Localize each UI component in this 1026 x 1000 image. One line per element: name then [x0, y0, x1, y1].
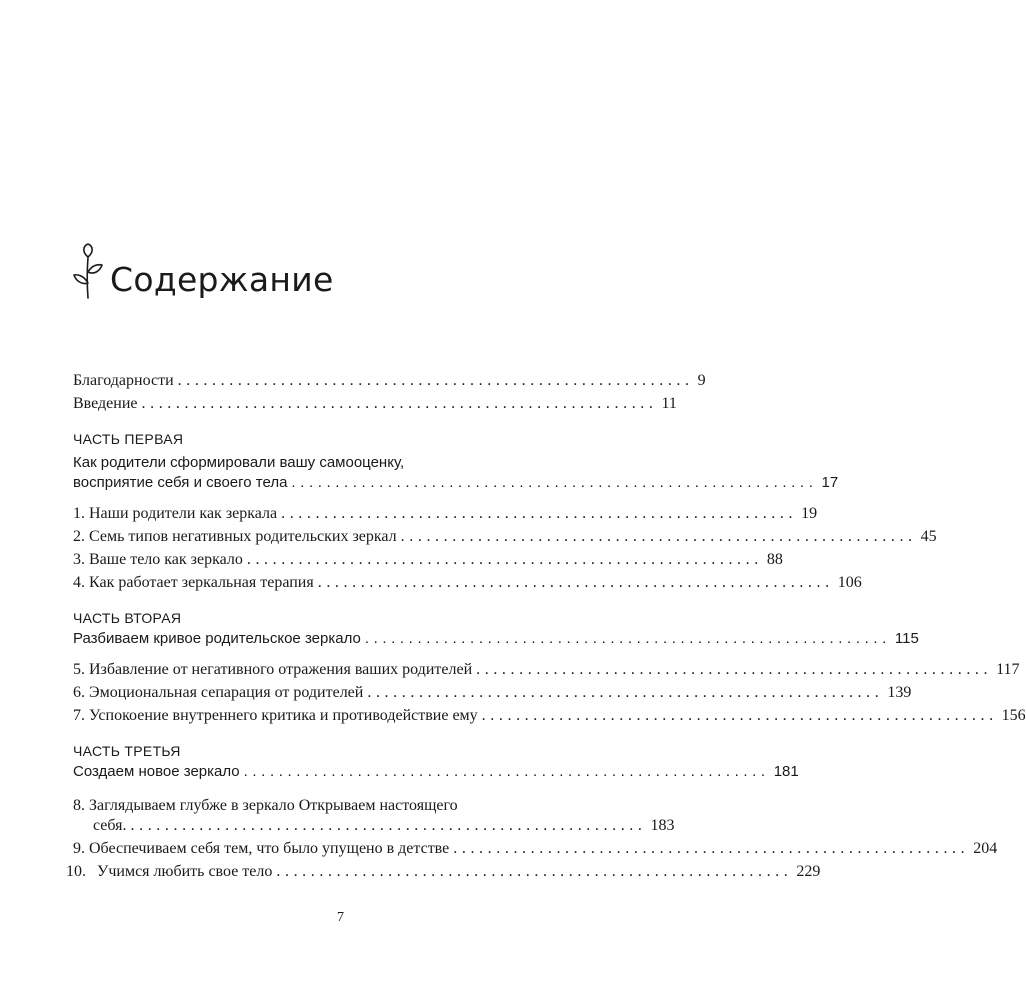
dot-leader: ............................................................: [317, 574, 834, 591]
chapter-title: Заглядываем глубже в зеркало Открываем настоящего: [89, 797, 458, 814]
dot-leader: ............................................................: [276, 863, 793, 880]
toc-entry-part-2[interactable]: [73, 630, 919, 653]
dot-leader: ............................................................: [281, 505, 798, 522]
part-label: ЧАСТЬ ПЕРВАЯ: [73, 431, 184, 447]
chapter-number: 7.: [73, 707, 85, 724]
toc-entry-label: Благодарности: [73, 372, 174, 389]
toc-entry-page: 45: [920, 528, 937, 545]
chapter-number: 6.: [73, 684, 85, 701]
dot-leader: ............................................................: [367, 684, 884, 701]
dot-leader: ............................................................: [476, 661, 993, 678]
chapter-title: Успокоение внутреннего критика и противодействие ему: [89, 707, 478, 724]
toc-entry-part-1[interactable]: [73, 474, 839, 497]
chapter-number: 2.: [73, 528, 85, 545]
toc-entry-page: 139: [887, 684, 912, 701]
toc-entry-page: 229: [796, 863, 821, 880]
dot-leader: ............................................................: [141, 395, 658, 412]
toc-entry-acknowledgments[interactable]: [73, 372, 706, 395]
toc-entry-part-3[interactable]: [73, 763, 799, 786]
leaf-sprig-icon: [72, 243, 104, 299]
toc-entry-chapter-2[interactable]: [73, 528, 937, 551]
toc-entry-chapter-10[interactable]: [66, 863, 821, 886]
toc-entry-page: 9: [697, 372, 706, 389]
toc-entry-chapter-6[interactable]: [73, 684, 912, 707]
chapter-title: Как работает зеркальная терапия: [89, 574, 314, 591]
toc-entry-page: 115: [894, 630, 919, 647]
dot-leader: ............................................................: [130, 817, 647, 834]
toc-entry-page: 106: [837, 574, 862, 591]
chapter-title: Эмоциональная сепарация от родителей: [89, 684, 364, 701]
part-title-line: восприятие себя и своего тела: [73, 474, 288, 491]
toc-entry-chapter-8[interactable]: [73, 817, 675, 840]
dot-leader: ............................................................: [364, 630, 891, 647]
chapter-title: Избавление от негативного отражения ваших родителей: [89, 661, 473, 678]
toc-entry-chapter-5[interactable]: [73, 661, 1020, 684]
toc-entry-page: 11: [661, 395, 677, 412]
part-title: Создаем новое зеркало: [73, 763, 240, 780]
dot-leader: ............................................................: [246, 551, 763, 568]
dot-leader: ............................................................: [177, 372, 694, 389]
chapter-title: Обеспечиваем себя тем, что было упущено в детстве: [89, 840, 450, 857]
chapter-title: Ваше тело как зеркало: [89, 551, 243, 568]
toc-entry-page: 88: [766, 551, 783, 568]
toc-entry-page: 17: [821, 474, 839, 491]
toc-entry-chapter-1[interactable]: [73, 505, 818, 528]
part-label: ЧАСТЬ ВТОРАЯ: [73, 610, 182, 626]
table-of-contents: [66, 372, 1026, 886]
chapter-title: Семь типов негативных родительских зеркал: [89, 528, 397, 545]
chapter-number: 10.: [66, 863, 86, 880]
toc-entry-chapter-9[interactable]: [73, 840, 998, 863]
part-label: ЧАСТЬ ТРЕТЬЯ: [73, 743, 181, 759]
chapter-title: Учимся любить свое тело: [97, 863, 273, 880]
chapter-number: 4.: [73, 574, 85, 591]
toc-entry-chapter-4[interactable]: [73, 574, 862, 597]
chapter-number: 5.: [73, 661, 85, 678]
toc-entry-page: 156: [1001, 707, 1026, 724]
chapter-number: 8.: [73, 797, 85, 814]
dot-leader: ............................................................: [481, 707, 998, 724]
chapter-number: 1.: [73, 505, 85, 522]
part-title-line[interactable]: Как родители сформировали вашу самооценку,: [73, 454, 405, 471]
toc-entry-page: 19: [801, 505, 818, 522]
toc-entry-chapter-7[interactable]: [73, 707, 1026, 730]
toc-entry-page: 183: [650, 817, 675, 834]
dot-leader: ............................................................: [243, 763, 770, 780]
toc-entry-page: 204: [973, 840, 998, 857]
part-title: Разбиваем кривое родительское зеркало: [73, 630, 361, 647]
chapter-title: себя.: [93, 817, 127, 834]
chapter-number: 9.: [73, 840, 85, 857]
toc-entry-label: Введение: [73, 395, 138, 412]
chapter-title: Наши родители как зеркала: [89, 505, 278, 522]
toc-entry-chapter-3[interactable]: [73, 551, 783, 574]
page-number: 7: [337, 910, 344, 925]
contents-heading: [72, 243, 334, 299]
page-title: Содержание: [110, 260, 334, 299]
dot-leader: ............................................................: [453, 840, 970, 857]
dot-leader: ............................................................: [291, 474, 818, 491]
toc-entry-chapter-8-line-1[interactable]: [73, 794, 579, 817]
toc-entry-introduction[interactable]: [73, 395, 677, 418]
toc-entry-page: 117: [996, 661, 1020, 678]
chapter-number: 3.: [73, 551, 85, 568]
dot-leader: ............................................................: [400, 528, 917, 545]
toc-entry-page: 181: [773, 763, 799, 780]
